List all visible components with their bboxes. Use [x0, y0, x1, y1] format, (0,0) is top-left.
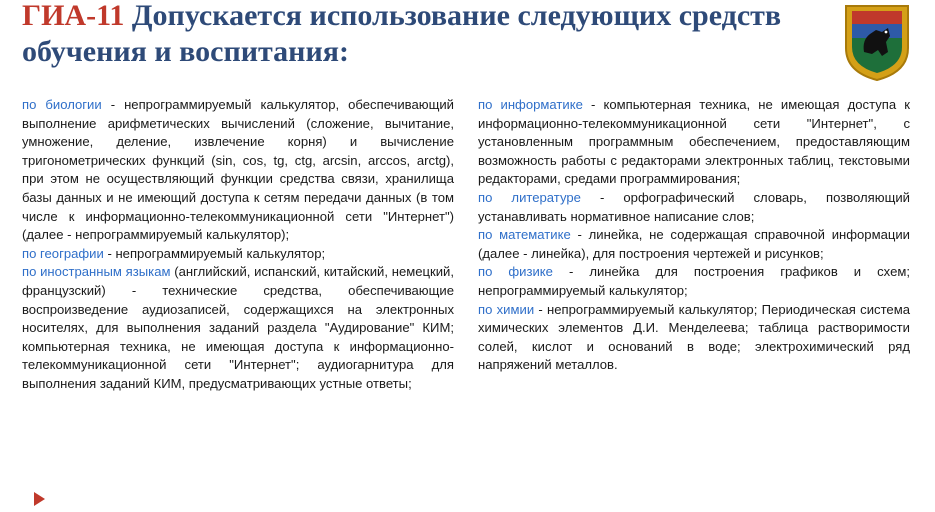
subject-description: - непрограммируемый калькулятор; Периодическая система химических элементов Д.И. Менделеева; таблица растворимости солей, кислот и оснований в воде; электрохимический ряд напряжений металлов. — [478, 301, 910, 373]
subject-label: по математике — [478, 227, 571, 243]
right-column — [478, 96, 910, 375]
list-item — [22, 263, 454, 393]
emblem-icon — [842, 2, 912, 82]
subject-description: - линейка для построения графиков и схем; непрограммируемый калькулятор; — [478, 264, 910, 298]
subject-label: по физике — [478, 264, 553, 280]
subject-description: - линейка, не содержащая справочной информации (далее - линейка), для построения чертежей и рисунков; — [478, 227, 910, 261]
subject-label: по химии — [478, 301, 535, 317]
subject-description: - компьютерная техника, не имеющая доступа к информационно-телекоммуникационной сети "Интернет", с установленным программным обеспечением, предоставляющим возможность работы с редакторами электронных таблиц, текстовыми редакторами, средами программирования; — [478, 97, 910, 187]
list-item — [478, 226, 910, 263]
subject-label: по литературе — [478, 189, 581, 205]
subject-label: по географии — [22, 245, 104, 261]
page-title — [22, 0, 842, 70]
subject-description: - орфографический словарь, позволяющий устанавливать нормативное написание слов; — [478, 189, 910, 224]
list-item — [478, 263, 910, 300]
subject-description: (английский, испанский, китайский, немецкий, французский) - технические средства, обеспечивающие воспроизведение аудиозаписей, содержащихся на электронных носителях, для выполнения заданий раздела "Аудирование" КИМ; компьютерная техника, не имеющая доступа к информационно-телекоммуникационной сети "Интернет"; аудиогарнитура для выполнения заданий КИМ, предусматривающих устные ответы; — [22, 264, 454, 391]
list-item — [22, 245, 454, 264]
list-item — [478, 301, 910, 375]
title-text: Допускается использование следующих средств обучения и воспитания: — [22, 0, 782, 68]
title-prefix: ГИА-11 — [22, 0, 125, 32]
subject-label: по иностранным языкам — [22, 264, 171, 280]
subject-label: по информатике — [478, 97, 583, 112]
subject-description: - непрограммируемый калькулятор, обеспечивающий выполнение арифметических вычислений (сложение, вычитание, умножение, деление, извлечение корня) и вычисление тригонометрических функций (sin, cos, tg, ctg, arcsin, arccos, arctg), при этом не осуществляющий функции средства связи, хранилища базы данных и не имеющий доступа к сетям передачи данных (в том числе к информационно-телекоммуникационной сети "Интернет") (далее - непрограммируемый калькулятор); — [22, 97, 454, 243]
left-column — [22, 96, 454, 394]
next-slide-arrow-icon[interactable] — [34, 492, 45, 506]
list-item — [478, 96, 910, 189]
subject-label: по биологии — [22, 97, 102, 112]
subject-description: - непрограммируемый калькулятор; — [103, 245, 326, 261]
list-item — [478, 189, 910, 226]
list-item — [22, 96, 454, 245]
